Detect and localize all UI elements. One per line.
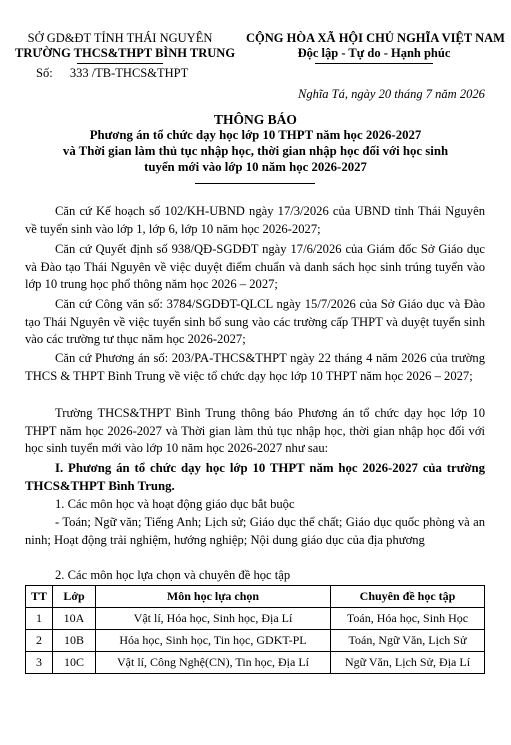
row-subjects: Vật lí, Công Nghệ(CN), Tin học, Địa Lí (96, 652, 331, 674)
table-row (26, 608, 485, 630)
row-index: 2 (26, 630, 53, 652)
announcement-intro: Trường THCS&THPT Bình Trung thông báo Phương án tổ chức dạy học lớp 10 THPT năm học 2026-2027 và Thời gian làm thủ tục nhập học, thời gian nhập học đối với học sinh tuyển mới vào lớp 10 năm học 2026-2027 như sau: (25, 406, 485, 455)
section-1-heading: I. Phương án tổ chức dạy học lớp 10 THPT năm học 2026-2027 của trường THCS&THPT Bình Trung. (25, 461, 485, 493)
header-class: Lớp (53, 586, 96, 608)
title-line-3: tuyển mới vào lớp 10 năm học 2026-2027 (144, 160, 367, 174)
row-index: 3 (26, 652, 53, 674)
table-header-row (26, 586, 485, 608)
row-topics: Toán, Hóa học, Sinh Học (331, 608, 485, 630)
number-value: 333 (69, 66, 89, 80)
header-subjects: Môn học lựa chọn (96, 586, 331, 608)
document-title: THÔNG BÁO (214, 112, 297, 127)
school-name-underline (77, 63, 163, 64)
date-prefix: Nghĩa Tá, ngày (298, 87, 376, 101)
national-motto: Độc lập - Tự do - Hạnh phúc (297, 46, 451, 60)
title-underline (195, 183, 315, 184)
header-tt: TT (26, 586, 53, 608)
national-title: CỘNG HÒA XÃ HỘI CHỦ NGHĨA VIỆT NAM (246, 31, 505, 45)
title-line-1: Phương án tổ chức dạy học lớp 10 THPT năm học 2026-2027 (89, 128, 422, 142)
row-topics: Toán, Ngữ Văn, Lịch Sử (331, 630, 485, 652)
row-class: 10B (53, 630, 96, 652)
date-suffix: tháng 7 năm 2026 (394, 87, 485, 101)
school-name: TRƯỜNG THCS&THPT BÌNH TRUNG (15, 46, 236, 60)
motto-underline (315, 63, 433, 64)
item-2-heading: 2. Các môn học lựa chọn và chuyên đề học tập (55, 568, 291, 582)
legal-basis-4: Căn cứ Phương án số: 203/PA-THCS&THPT ngày 22 tháng 4 năm 2026 của trường THCS & THPT Bình Trung về việc tổ chức dạy học lớp 10 THPT năm học 2026 – 2027; (25, 351, 485, 383)
row-subjects: Hóa học, Sinh học, Tin học, GDKT-PL (96, 630, 331, 652)
row-class: 10A (53, 608, 96, 630)
elective-subjects-table (25, 585, 485, 674)
item-1-heading: 1. Các môn học và hoạt động giáo dục bắt buộc (55, 497, 295, 511)
row-subjects: Vật lí, Hóa học, Sinh học, Địa Lí (96, 608, 331, 630)
table-row (26, 630, 485, 652)
number-suffix: /TB-THCS&THPT (91, 66, 189, 80)
title-line-2: và Thời gian làm thủ tục nhập học, thời gian nhập học đối với học sinh (62, 144, 449, 158)
item-1-text: - Toán; Ngữ văn; Tiếng Anh; Lịch sử; Giáo dục thể chất; Giáo dục quốc phòng và an ninh; Hoạt động trải nghiệm, hướng nghiệp; Nội dung giáo dục của địa phương (25, 515, 485, 547)
row-class: 10C (53, 652, 96, 674)
row-index: 1 (26, 608, 53, 630)
agency-name: SỞ GD&ĐT TỈNH THÁI NGUYÊN (27, 31, 213, 45)
legal-basis-1: Căn cứ Kế hoạch số 102/KH-UBND ngày 17/3/2026 của UBND tỉnh Thái Nguyên về tuyển sinh vào lớp 1, lớp 6, lớp 10 năm học 2026-2027; (25, 204, 485, 236)
table-row (26, 652, 485, 674)
date-day: 20 (378, 87, 392, 101)
number-prefix: Số: (36, 66, 53, 80)
document-number (36, 66, 188, 81)
legal-basis-3: Căn cứ Công văn số: 3784/SGDĐT-QLCL ngày 15/7/2026 của Sở Giáo dục và Đào tạo Thái Nguyên về việc tuyển sinh bổ sung vào các trường cấp THPT và duyệt tuyển sinh vào các trường tư thục năm học 2026-2027; (25, 297, 485, 346)
row-topics: Ngữ Văn, Lịch Sử, Địa Lí (331, 652, 485, 674)
legal-basis-2: Căn cứ Quyết định số 938/QĐ-SGDĐT ngày 17/6/2026 của Giám đốc Sở Giáo dục và Đào tạo Thái Nguyên về việc duyệt điểm chuẩn và danh sách học sinh trúng tuyển vào lớp 10 trung học phổ thông năm học 2026 – 2027; (25, 242, 485, 291)
issue-date (298, 87, 485, 102)
header-topics: Chuyên đề học tập (331, 586, 485, 608)
